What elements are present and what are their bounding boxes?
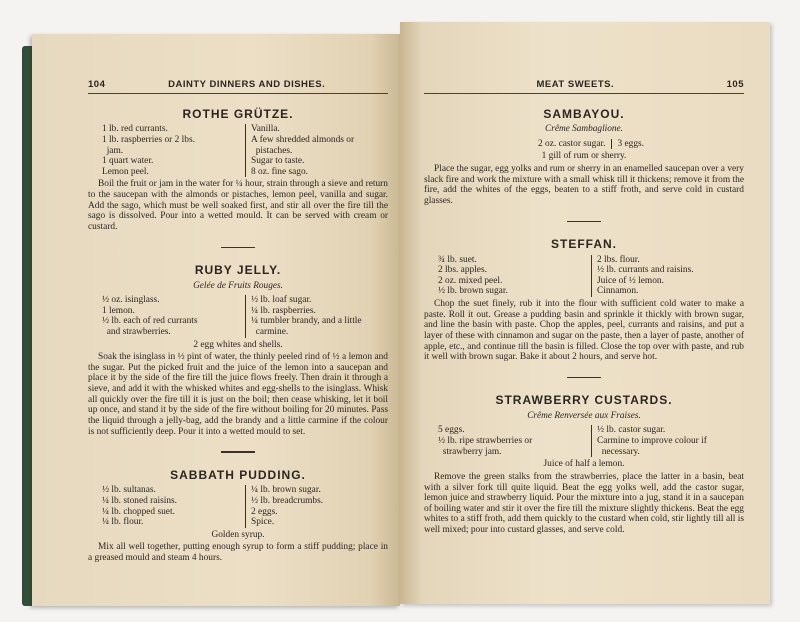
ingredient: Carmine to improve colour if necessary. (597, 436, 707, 457)
recipe-title: SABBATH PUDDING. (170, 467, 306, 482)
recipe-method: Soak the isinglass in ½ pint of water, the thinly peeled rind of ½ a lemon and the sugar. Put the picked fruit and the juice of the lemon into a saucepan and place it by the side of the fire till the juice flows freely. Then drain it through a sieve, and add it with the whisked whites and egg-shells to the isinglass. Whisk all quickly over the fire till it is just on the boil; then cease whisking, let it boil up once, and stand it by the side of the fire without boiling for 20 minutes. Pass the liquid through a jelly-bag, add the brandy and a little carmine if the colour is not sufficiently deep. Pour it into a wetted mould to set. (88, 352, 388, 437)
ingredients-left-column (424, 255, 591, 298)
ingredients-right-column (611, 139, 644, 150)
recipe (424, 108, 744, 207)
running-title: MEAT SWEETS. (536, 79, 615, 90)
ingredient: ½ oz. isinglass. (102, 295, 160, 306)
page-number: 105 (726, 79, 744, 90)
ingredient: Vanilla. (251, 124, 280, 135)
ingredients-left-column (88, 295, 245, 338)
ingredient: 1 lb. red currants. (102, 124, 168, 135)
ingredient: ¼ lb. raspberries. (251, 305, 316, 316)
recipe (424, 377, 744, 536)
ingredient-extra: 2 egg whites and shells. (193, 339, 283, 350)
ingredient: ¼ lb. flour. (102, 517, 144, 528)
recipe-list-left (88, 108, 388, 564)
ingredient: Lemon peel. (102, 166, 149, 177)
ingredient: ½ lb. currants and raisins. (597, 265, 694, 276)
ingredient: 1 lb. raspberries or 2 lbs. jam. (102, 134, 195, 156)
recipe (88, 451, 388, 563)
ingredients (88, 485, 388, 528)
ingredients-left-column (524, 139, 611, 150)
recipe-subtitle: Crême Sambaglione. (545, 124, 623, 135)
ingredients-right-column (591, 425, 744, 457)
ingredient: ¼ tumbler brandy, and a little carmine. (251, 316, 362, 337)
ingredient: ½ lb. breadcrumbs. (251, 495, 324, 506)
ingredient: ½ lb. each of red currants and strawberries. (102, 316, 198, 337)
ingredients (424, 139, 744, 150)
recipe (424, 221, 744, 363)
recipe (88, 247, 388, 438)
ingredient: 3 eggs. (617, 138, 644, 149)
running-header-right (424, 80, 744, 94)
recipe (88, 108, 388, 233)
page-number: 104 (88, 79, 106, 90)
ingredient: Spice. (251, 517, 275, 528)
section-divider (567, 377, 601, 379)
ingredients (424, 425, 744, 457)
recipe-method: Place the sugar, egg yolks and rum or sherry in an enamelled saucepan over a very slack fire and work the mixture with a small whisk till it thickens; remove it from the fire, add the whites of the eggs, beaten to a stiff froth, and serve cold in custard glasses. (424, 164, 744, 206)
ingredients (88, 124, 388, 177)
ingredient: ½ lb. loaf sugar. (251, 295, 312, 306)
recipe-list-right (424, 108, 744, 536)
ingredient: ½ lb. castor sugar. (597, 425, 666, 436)
ingredient: 5 eggs. (438, 425, 465, 436)
ingredient: Sugar to taste. (251, 156, 305, 167)
ingredient: 2 eggs. (251, 506, 278, 517)
ingredient: A few shredded almonds or pistaches. (251, 134, 355, 156)
section-divider (567, 221, 601, 223)
section-divider (221, 451, 255, 453)
ingredient: 1 lemon. (102, 305, 135, 316)
ingredients (424, 255, 744, 298)
ingredients-left-column (88, 124, 245, 177)
ingredients-left-column (88, 485, 245, 528)
ingredients-right-column (591, 255, 744, 298)
ingredient: 2 lbs. apples. (438, 265, 487, 276)
running-title: DAINTY DINNERS AND DISHES. (168, 79, 326, 90)
recipe-method: Remove the green stalks from the strawberries, place the latter in a basin, beat with a silver fork till quite liquid. Beat the egg yolks well, add the castor sugar, lemon juice and strawberry liquid. Pour the mixture into a jug, stand it in a saucepan of boiling water and stir it over the fire till the mixture slightly thickens. Beat the egg whites to a stiff froth, add them quickly to the custard when cold, stir lightly till all is well mixed; pour into custard glasses, and serve cold. (424, 471, 744, 535)
ingredient: 2 oz. castor sugar. (538, 138, 606, 149)
recipe-method: Boil the fruit or jam in the water for ¼ hour, strain through a sieve and return to the saucepan with the almonds or pistaches, lemon peel, vanilla and sugar. Add the sago, which must be well soaked first, and stir all over the fire till the sago is dissolved. Pour into a wetted mould. It can be served with cream or custard. (88, 179, 388, 232)
recipe-method: Mix all well together, putting enough syrup to form a stiff pudding; place in a greased mould and steam 4 hours. (88, 542, 388, 563)
recipe-method: Chop the suet finely, rub it into the flour with sufficient cold water to make a paste. Roll it out. Grease a pudding basin and sprinkle it thickly with brown sugar, and line the basin with paste. Chop the apples, peel, currants and raisins, and put a layer of these with cinnamon and sugar on the paste, then a layer of paste, another of apple, etc., and continue till the basin is filled. Close the top over with paste, and rub it well with brown sugar. Bake it about 2 hours, and serve hot. (424, 299, 744, 363)
ingredient: ¼ lb. chopped suet. (102, 506, 175, 517)
ingredient: 8 oz. fine sago. (251, 166, 309, 177)
running-header-left (88, 80, 388, 94)
left-page (32, 34, 400, 606)
recipe-title: STEFFAN. (550, 237, 617, 252)
ingredients-left-column (424, 425, 591, 457)
ingredient: ¾ lb. suet. (438, 254, 477, 265)
right-page (400, 22, 770, 604)
ingredient: ¼ lb. stoned raisins. (102, 495, 177, 506)
recipe-title: STRAWBERRY CUSTARDS. (495, 393, 673, 408)
section-divider (221, 247, 255, 249)
ingredient: ½ lb. sultanas. (102, 485, 156, 496)
recipe-subtitle: Crême Renversée aux Fraises. (527, 410, 641, 421)
ingredient: ½ lb. ripe strawberries or strawberry jam. (438, 436, 533, 457)
ingredient: ½ lb. brown sugar. (438, 286, 508, 297)
ingredient: Juice of ½ lemon. (597, 275, 664, 286)
ingredient: 2 lbs. flour. (597, 254, 640, 265)
ingredient: 1 quart water. (102, 156, 154, 167)
ingredient: ¼ lb. brown sugar. (251, 485, 321, 496)
recipe-title: SAMBAYOU. (543, 106, 625, 121)
ingredient-extra: Juice of half a lemon. (543, 459, 625, 470)
ingredients-right-column (245, 295, 388, 338)
ingredient: Cinnamon. (597, 286, 639, 297)
ingredient-extra: 1 gill of rum or sherry. (541, 151, 627, 162)
ingredients-right-column (245, 485, 388, 528)
recipe-subtitle: Gelée de Fruits Rouges. (193, 280, 283, 291)
recipe-title: RUBY JELLY. (194, 263, 282, 278)
ingredient: 2 oz. mixed peel. (438, 275, 503, 286)
ingredient-extra: Golden syrup. (211, 529, 265, 540)
open-book (22, 18, 770, 608)
ingredients (88, 295, 388, 338)
ingredients-right-column (245, 124, 388, 177)
recipe-title: ROTHE GRÜTZE. (182, 106, 294, 121)
